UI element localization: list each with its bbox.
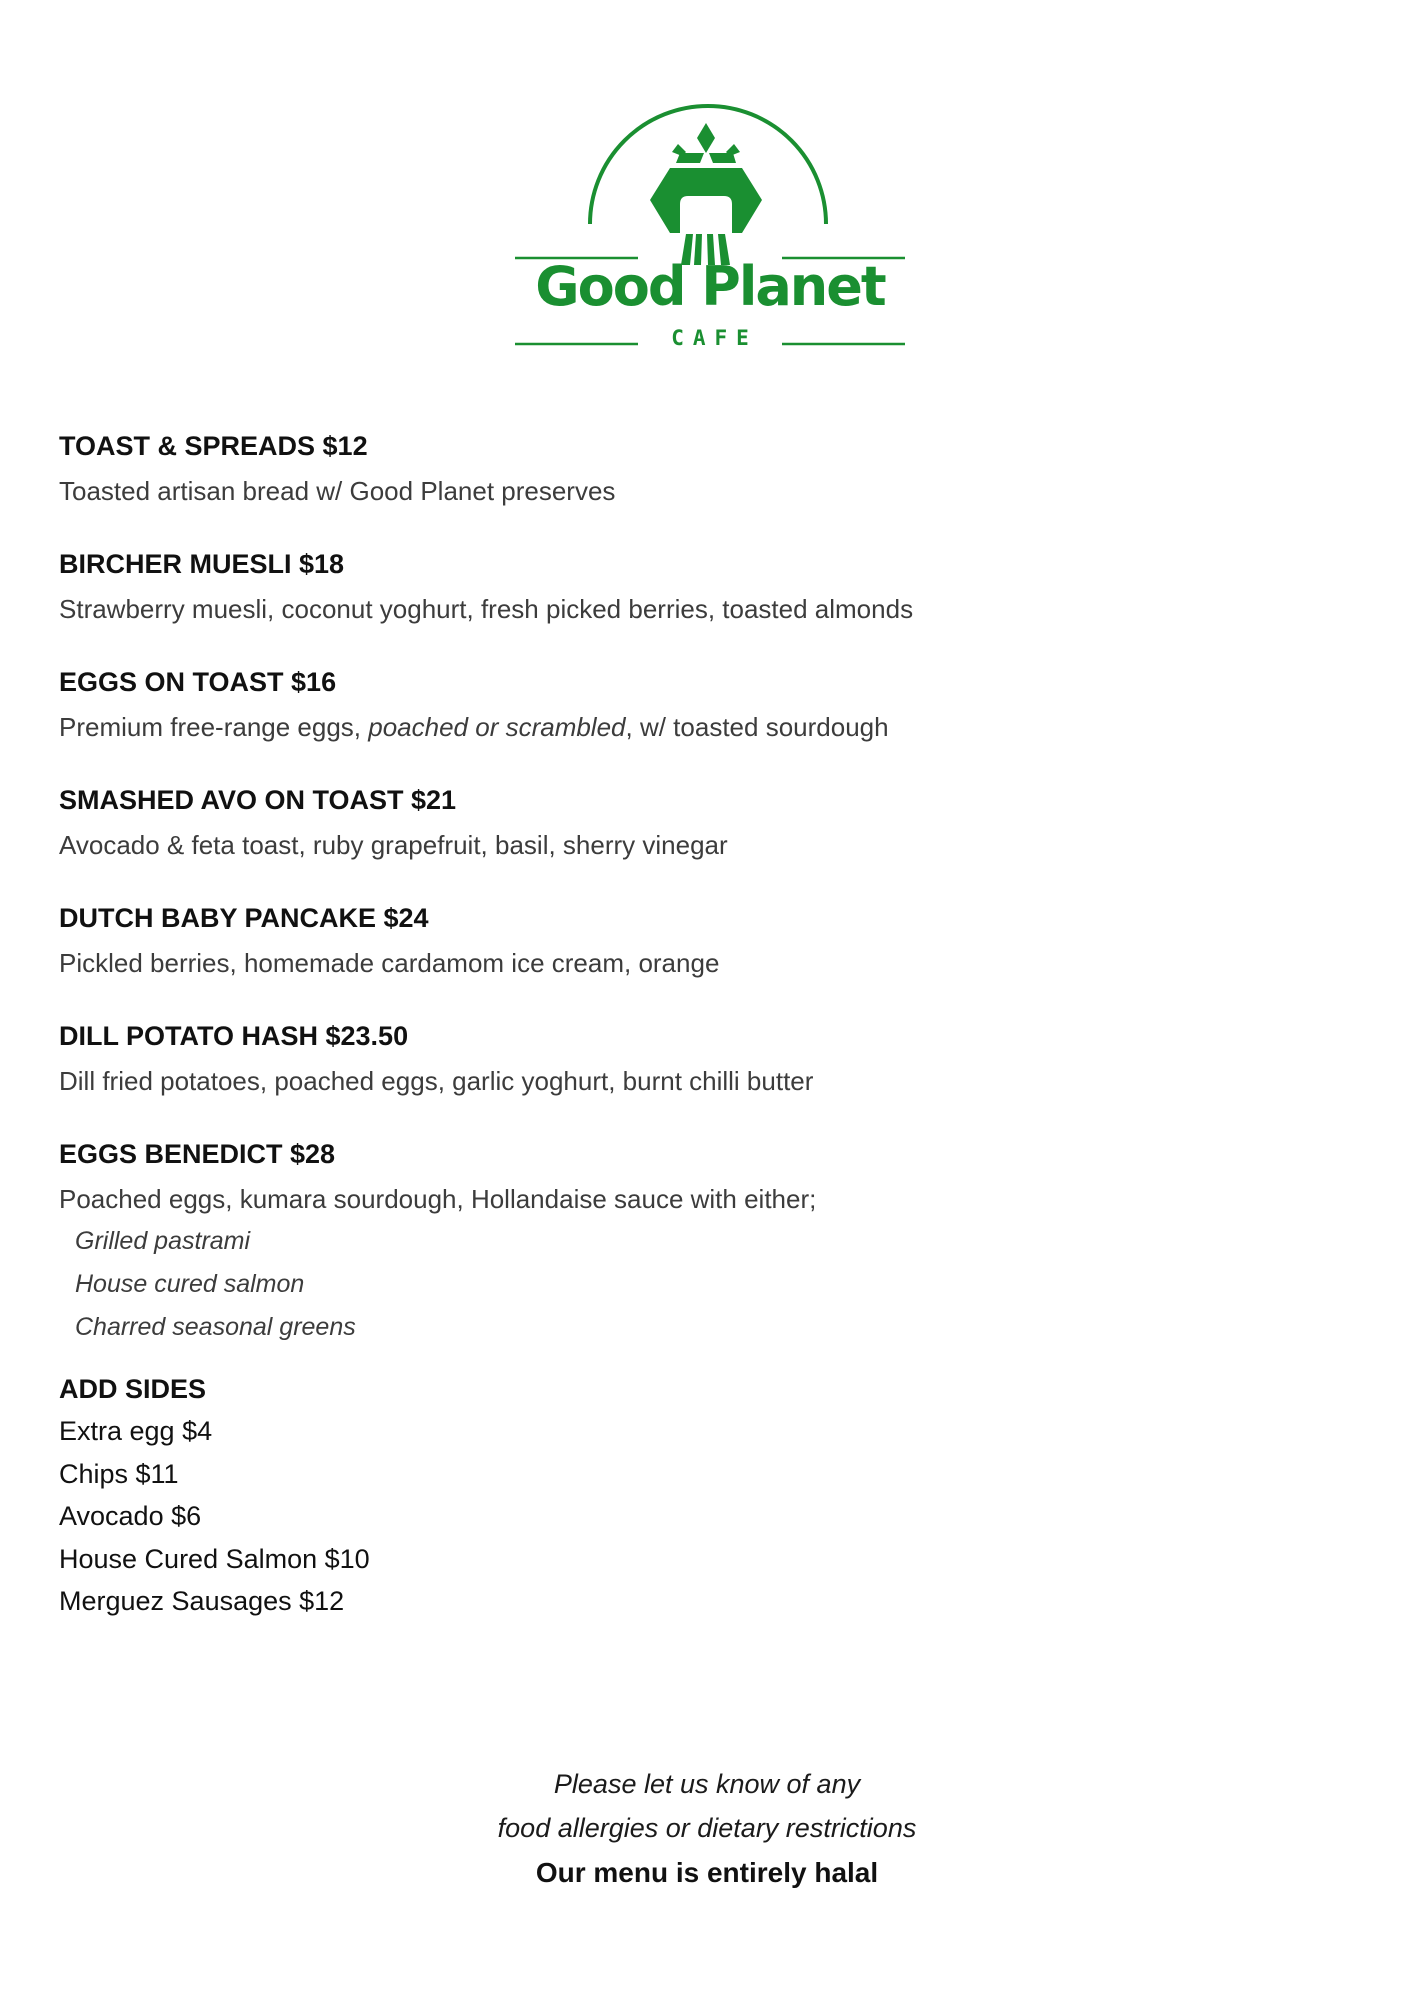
description-text: Premium free-range eggs,	[59, 712, 369, 742]
benedict-option: House cured salmon	[75, 1270, 305, 1298]
logo-name: Good Planet	[535, 255, 885, 318]
side-item: Extra egg $4	[59, 1416, 213, 1446]
menu-item	[59, 1141, 1359, 1349]
benedict-option: Charred seasonal greens	[75, 1313, 356, 1341]
sides-heading: ADD SIDES	[59, 1374, 207, 1404]
side-item: Avocado $6	[59, 1501, 202, 1531]
menu-item-title: SMASHED AVO ON TOAST $21	[59, 785, 457, 815]
cafe-logo	[510, 100, 910, 360]
halal-statement: Our menu is entirely halal	[535, 1857, 879, 1888]
footer-note	[407, 1762, 1007, 1896]
logo-arch	[590, 106, 826, 224]
menu-item-description: Toasted artisan bread w/ Good Planet preserves	[59, 476, 616, 506]
menu-item	[59, 433, 1359, 545]
menu-item-description: Strawberry muesli, coconut yoghurt, fresh picked berries, toasted almonds	[59, 594, 914, 624]
menu-item	[59, 787, 1359, 899]
side-item: Merguez Sausages $12	[59, 1586, 345, 1616]
description-text: , w/ toasted sourdough	[625, 712, 889, 742]
menu-item	[59, 669, 1359, 781]
menu-item	[59, 905, 1359, 1017]
menu-item-description	[59, 714, 1359, 740]
logo-pot	[650, 168, 762, 233]
menu-item-title: DUTCH BABY PANCAKE $24	[59, 903, 429, 933]
menu-item-title: BIRCHER MUESLI $18	[59, 549, 345, 579]
menu-item-description: Poached eggs, kumara sourdough, Hollandaise sauce with either;	[59, 1184, 817, 1214]
side-item: House Cured Salmon $10	[59, 1543, 370, 1574]
allergy-note-line-2: food allergies or dietary restrictions	[497, 1813, 917, 1843]
menu-item-title: DILL POTATO HASH $23.50	[59, 1021, 409, 1051]
add-sides-section	[59, 1368, 370, 1623]
side-item: Chips $11	[59, 1458, 179, 1489]
benedict-options	[59, 1220, 1359, 1349]
menu-item	[59, 551, 1359, 663]
menu-item-title: EGGS ON TOAST $16	[59, 667, 337, 697]
menu-item-description: Pickled berries, homemade cardamom ice cream, orange	[59, 948, 720, 978]
menu-item-description: Avocado & feta toast, ruby grapefruit, basil, sherry vinegar	[59, 830, 728, 860]
allergy-note-line-1: Please let us know of any	[553, 1769, 861, 1799]
menu-list	[59, 427, 1359, 1349]
logo-emblem	[510, 100, 910, 360]
logo-leaf-top	[697, 123, 715, 153]
description-italic: poached or scrambled	[368, 712, 626, 742]
menu-item-description: Dill fried potatoes, poached eggs, garlic yoghurt, burnt chilli butter	[59, 1066, 814, 1096]
logo-subtitle: CAFE	[671, 326, 758, 350]
benedict-option: Grilled pastrami	[75, 1227, 251, 1255]
menu-item	[59, 1023, 1359, 1135]
menu-item-title: EGGS BENEDICT $28	[59, 1139, 336, 1169]
menu-item-title: TOAST & SPREADS $12	[59, 431, 368, 461]
